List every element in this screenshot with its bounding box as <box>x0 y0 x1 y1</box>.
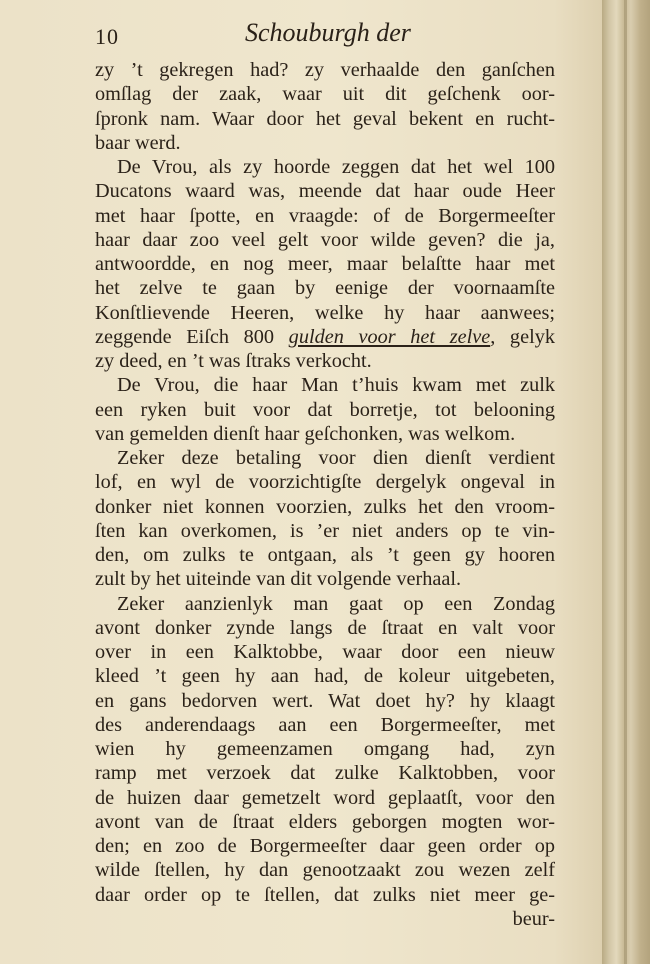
text-line: zult by het uiteinde van dit volgende verhaal. <box>95 568 462 591</box>
catchword: beur- <box>512 907 555 930</box>
text-line: daar order op te ſtellen, dat zulks niet meer ge- <box>95 883 555 906</box>
italic-underlined-phrase: gulden voor het zelve <box>288 325 491 348</box>
text-line: avont van de ſtraat elders geborgen mogten wor- <box>95 810 555 833</box>
page-header <box>95 18 555 52</box>
text-line: antwoordde, en nog meer, maar belaſtte haar met <box>95 253 555 275</box>
text-line: Zeker deze betaling voor dien dienſt verdient <box>117 447 555 469</box>
text-line: wilde ſtellen, hy dan genootzaakt zou wezen zelf <box>95 859 555 882</box>
text-line: zy deed, en ’t was ſtraks verkocht. <box>95 350 372 372</box>
body-text <box>95 58 555 931</box>
book-gutter <box>602 0 650 964</box>
text-line: de huizen daar gemetzelt word geplaatſt, voor den <box>95 786 555 809</box>
text-line: des anderendaags aan een Borgermeeſter, met <box>95 713 555 736</box>
text-line: Konſtlievende Heeren, welke hy haar aanwees; <box>95 301 555 324</box>
text-line: den; en zoo de Borgermeeſter daar geen order op <box>95 835 555 857</box>
text-line: zy ’t gekregen had? zy verhaalde den ganſchen <box>95 59 555 81</box>
text-line: het zelve te gaan by eenige der voornaamſte <box>95 277 555 300</box>
text-line: avont donker zynde langs de ſtraat en valt voor <box>95 616 555 639</box>
text-line: omſlag der zaak, waar uit dit geſchenk oor- <box>95 83 555 106</box>
text-line: De Vrou, als zy hoorde zeggen dat het wel 100 <box>117 156 555 178</box>
text-line: den, om zulks te ontgaan, als ’t geen gy hooren <box>95 544 555 566</box>
text-line: wien hy gemeenzamen omgang had, zyn <box>95 738 555 760</box>
text-line: ſten kan overkomen, is ’er niet anders op te vin- <box>95 519 555 542</box>
text-line: De Vrou, die haar Man t’huis kwam met zulk <box>117 374 555 397</box>
text-line: ramp met verzoek dat zulke Kalktobben, voor <box>95 762 555 785</box>
text-run: zeggende Eiſch 800 <box>95 325 289 348</box>
text-line: Ducatons waard was, meende dat haar oude Heer <box>95 180 555 203</box>
text-line: Zeker aanzienlyk man gaat op een Zondag <box>117 592 555 615</box>
text-line-mixed <box>95 325 555 349</box>
text-line: een ryken buit voor dat borretje, tot belooning <box>95 398 555 421</box>
text-line: van gemelden dienſt haar geſchonken, was welkom. <box>95 422 516 445</box>
text-line: donker niet konnen voorzien, zulks het den vroom- <box>95 495 555 518</box>
text-line: met haar ſpotte, en vraagde: of de Borgermeeſter <box>95 204 555 227</box>
text-line: baar werd. <box>95 131 181 154</box>
text-run: , gelyk <box>490 325 555 348</box>
text-line: en gans bedorven wert. Wat doet hy? hy klaagt <box>95 689 555 712</box>
text-line: haar daar zoo veel gelt voor wilde geven? die ja, <box>95 228 555 251</box>
page-number: 10 <box>95 24 119 49</box>
text-line: kleed ’t geen hy aan had, de koleur uitgebeten, <box>95 665 555 688</box>
page-edge-divider <box>624 0 627 964</box>
text-line: lof, en wyl de voorzichtigſte dergelyk ongeval in <box>95 471 555 494</box>
running-title: Schouburgh der <box>245 18 411 47</box>
text-line: over in een Kalktobbe, waar door een nieuw <box>95 641 555 663</box>
text-line: ſpronk nam. Waar door het geval bekent en rucht- <box>95 107 555 130</box>
